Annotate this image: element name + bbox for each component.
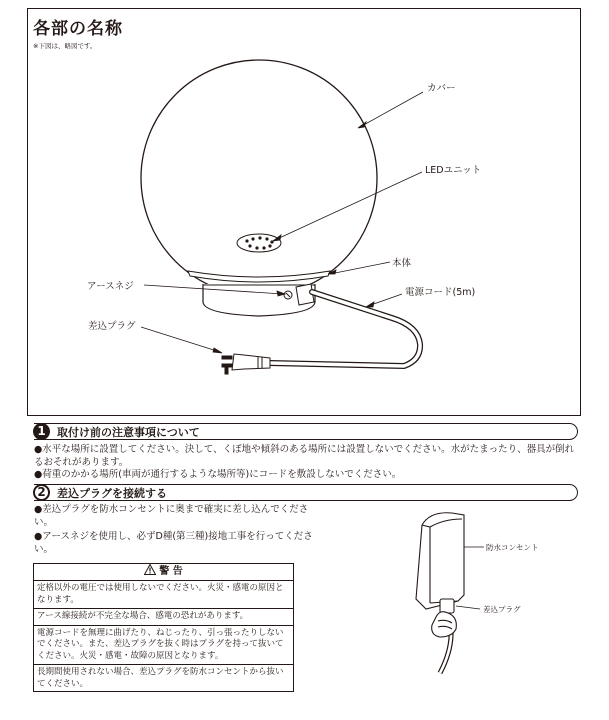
section2-bullet-1: ●差込プラグを防水コンセントに奥まで確実に差し込んでください。 [34, 504, 309, 528]
section1-bullet-2: ●荷重のかかる場所(車両が通行するような場所等)にコードを敷設しないでください。 [34, 469, 402, 480]
outlet-plug [440, 599, 454, 613]
warning-triangle-icon [144, 564, 156, 581]
led-unit [237, 234, 281, 252]
outlet-housing [416, 513, 464, 609]
label-body: 本体 [392, 258, 412, 269]
page-title: 各部の名称 [33, 19, 123, 39]
section2-bullet-2: ●アースネジを使用し、必ずD種(第三種)接地工事を行ってください。 [34, 531, 313, 555]
label-plug: 差込プラグ [88, 321, 136, 332]
globe-cover [141, 60, 377, 296]
section2-number: 2 [33, 484, 50, 501]
label-power-cord: 電源コード(5m) [405, 287, 476, 298]
label-outlet: 防水コンセント [486, 543, 539, 552]
hand [432, 612, 457, 637]
section1-title: 取付け前の注意事項について [57, 426, 200, 439]
warning-row-2: アース線接続が不完全な場合、感電の恐れがあります。 [34, 609, 293, 626]
section1-number: 1 [33, 423, 50, 440]
warning-box [33, 563, 294, 692]
warning-title: 警 告 [159, 566, 183, 577]
plug [222, 354, 270, 374]
section1-bullet-1: ●水平な場所に設置してください。決して、くぼ地や傾斜のある場所には設置しないでください。水がたまったり、器具が倒れるおそれがあります。 [34, 444, 575, 468]
warning-row-4: 長期間使用されない場合、差込プラグを防水コンセントから抜いてください。 [37, 667, 284, 689]
warning-header [34, 564, 293, 581]
diagram-note: ※下図は、略図です。 [33, 42, 97, 50]
label-led-unit: LEDユニット [425, 165, 482, 176]
warning-row-1: 定格以外の電圧では使用しないでください。火災・感電の原因となります。 [34, 581, 293, 609]
warning-row-3: 電源コードを無理に曲げたり、ねじったり、引っ張ったりしないでください。また、差込プラグを抜く時はプラグを持って抜いてください。火災・感電・故障の原因となります。 [34, 626, 293, 666]
label-earth-screw: アースネジ [87, 281, 134, 292]
outlet-figure [400, 505, 609, 675]
label-cover: カバー [427, 83, 456, 94]
section2-title: 差込プラグを接続する [57, 487, 167, 500]
label-figure-plug: 差込プラグ [483, 605, 521, 614]
